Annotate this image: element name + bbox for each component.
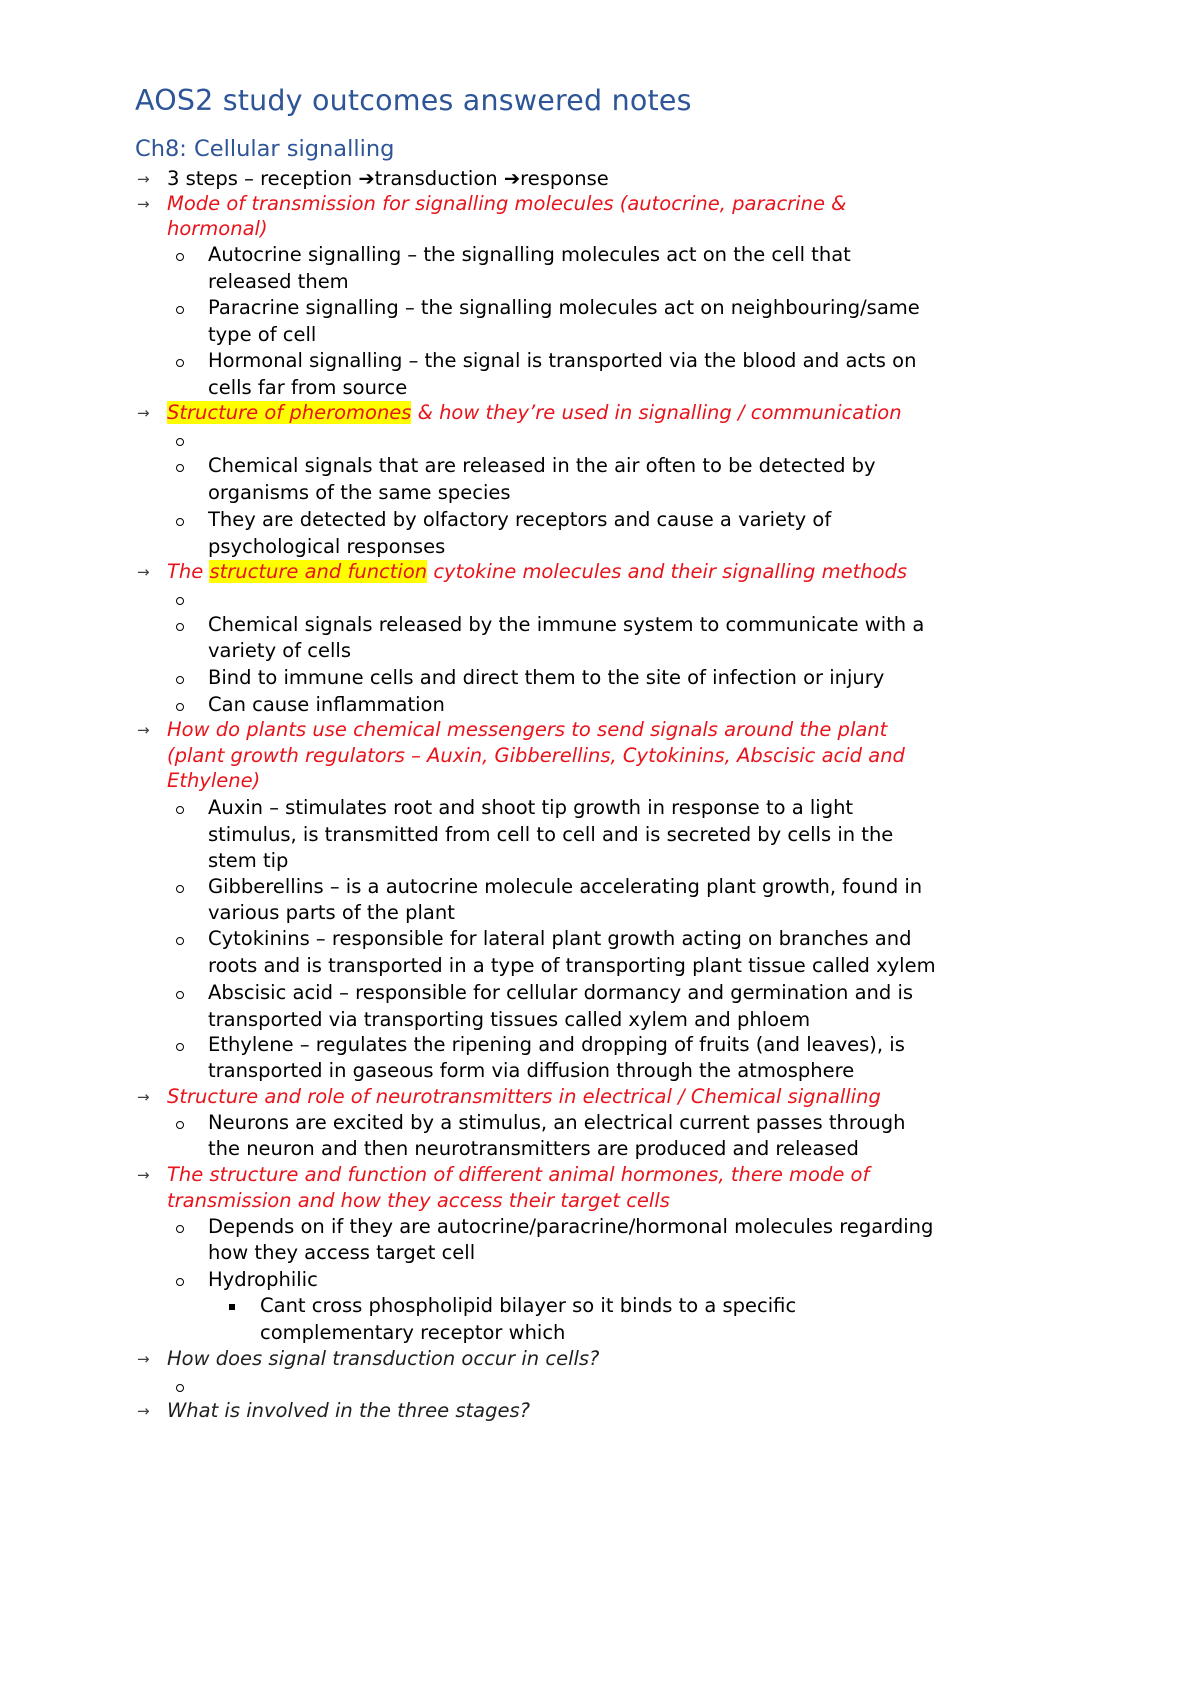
circle-bullet-icon [176,427,184,453]
list-item-line: transported in gaseous form via diffusion through the atmosphere [208,1059,855,1082]
list-item-line: Chemical signals that are released in the air often to be detected by [208,454,876,477]
circle-bullet-icon [176,586,184,612]
circle-bullet-icon [176,795,184,821]
question-line [167,559,907,585]
question-line: Mode of transmission for signalling molecules (autocrine, paracrine & [167,192,847,215]
question-line: How do plants use chemical messengers to send signals around the plant [167,718,888,741]
circle-bullet-icon [176,926,184,952]
arrow-bullet-icon: → [137,404,150,422]
question-text: cytokine molecules and their signalling methods [427,560,908,583]
question-text: & how they’re used in signalling / communication [411,401,902,424]
list-item-line: released them [208,270,349,293]
list-item-line: Bind to immune cells and direct them to the site of infection or injury [208,666,885,689]
document-title: AOS2 study outcomes answered notes [135,84,692,117]
list-item-line: variety of cells [208,639,352,662]
question-line: Structure and role of neurotransmitters in electrical / Chemical signalling [167,1085,881,1108]
list-item-line: complementary receptor which [260,1321,566,1344]
arrow-bullet-icon: → [137,170,150,188]
list-item-line: Cant cross phospholipid bilayer so it binds to a specific [260,1294,797,1317]
question-line: hormonal) [167,217,268,240]
circle-bullet-icon [176,980,184,1006]
list-item-line: transported via transporting tissues called xylem and phloem [208,1008,811,1031]
highlighted-text: structure and function [209,560,428,583]
circle-bullet-icon [176,1267,184,1293]
list-item-line: Gibberellins – is a autocrine molecule accelerating plant growth, found in [208,875,923,898]
highlighted-text: Structure of pheromones [167,401,412,424]
list-item-line: psychological responses [208,535,446,558]
question-line: How does signal transduction occur in cells? [167,1347,600,1370]
circle-bullet-icon [176,692,184,718]
list-item-line: various parts of the plant [208,901,455,924]
chapter-heading: Ch8: Cellular signalling [135,136,395,162]
arrow-bullet-icon: → [137,1402,150,1420]
square-bullet-icon [229,1293,235,1319]
question-line: (plant growth regulators – Auxin, Gibberellins, Cytokinins, Abscisic acid and [167,744,905,767]
circle-bullet-icon [176,242,184,268]
list-item-line: Ethylene – regulates the ripening and dropping of fruits (and leaves), is [208,1033,905,1056]
arrow-bullet-icon: → [137,195,150,213]
list-item-line: Depends on if they are autocrine/paracrine/hormonal molecules regarding [208,1215,934,1238]
question-line: The structure and function of different animal hormones, there mode of [167,1163,870,1186]
list-item-line: type of cell [208,323,317,346]
step-reception-text: 3 steps – reception [167,167,359,190]
list-item-line: organisms of the same species [208,481,511,504]
list-item-line: Cytokinins – responsible for lateral plant growth acting on branches and [208,927,912,950]
arrow-bullet-icon: → [137,563,150,581]
list-item-line: Auxin – stimulates root and shoot tip growth in response to a light [208,796,854,819]
circle-bullet-icon [176,295,184,321]
circle-bullet-icon [176,612,184,638]
list-item-line: stem tip [208,849,289,872]
list-item-line: Paracrine signalling – the signalling molecules act on neighbouring/same [208,296,920,319]
list-item-line: the neuron and then neurotransmitters are produced and released [208,1137,859,1160]
question-line: Ethylene) [167,769,261,792]
question-text: The [167,560,210,583]
circle-bullet-icon [176,665,184,691]
circle-bullet-icon [176,507,184,533]
list-item-line: Can cause inflammation [208,693,445,716]
arrow-bullet-icon: → [137,1088,150,1106]
list-item-line: Hormonal signalling – the signal is transported via the blood and acts on [208,349,917,372]
list-item-line: Abscisic acid – responsible for cellular dormancy and germination and is [208,981,914,1004]
list-item-line: how they access target cell [208,1241,476,1264]
circle-bullet-icon [176,1032,184,1058]
list-item-line: cells far from source [208,376,408,399]
circle-bullet-icon [176,874,184,900]
step-transduction-text: transduction [374,167,504,190]
circle-bullet-icon [176,1373,184,1399]
arrow-bullet-icon: → [137,721,150,739]
bold-arrow-icon: ➔ [358,167,375,190]
circle-bullet-icon [176,1110,184,1136]
bold-arrow-icon: ➔ [503,167,521,190]
circle-bullet-icon [176,1214,184,1240]
list-item-line: They are detected by olfactory receptors and cause a variety of [208,508,832,531]
question-line [167,400,902,426]
list-item-line: Neurons are excited by a stimulus, an electrical current passes through [208,1111,906,1134]
arrow-bullet-icon: → [137,1166,150,1184]
circle-bullet-icon [176,348,184,374]
list-item-line: roots and is transported in a type of transporting plant tissue called xylem [208,954,936,977]
list-item-line: Chemical signals released by the immune system to communicate with a [208,613,925,636]
question-line: transmission and how they access their target cells [167,1189,670,1212]
list-item [167,166,609,192]
list-item-line: Hydrophilic [208,1268,318,1291]
arrow-bullet-icon: → [137,1350,150,1368]
step-response-text: response [520,167,609,190]
circle-bullet-icon [176,453,184,479]
list-item-line: stimulus, is transmitted from cell to cell and is secreted by cells in the [208,823,894,846]
list-item-line: Autocrine signalling – the signalling molecules act on the cell that [208,243,851,266]
question-line: What is involved in the three stages? [167,1399,531,1422]
